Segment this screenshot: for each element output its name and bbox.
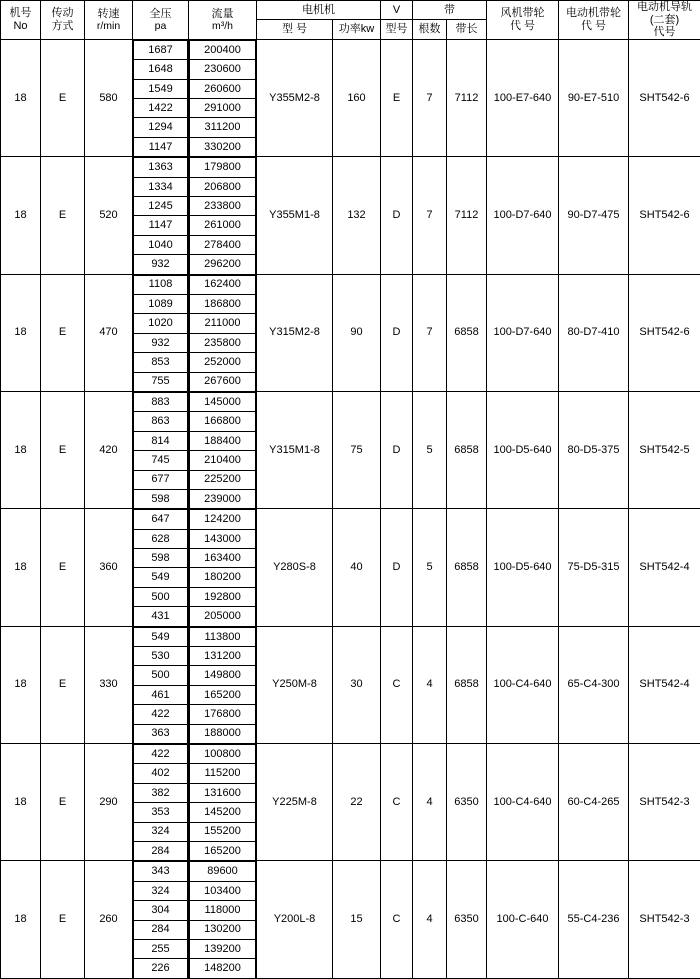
cell-pressure-value: 677 <box>134 470 188 489</box>
cell-belt-length: 6858 <box>447 626 487 743</box>
cell-v-type: C <box>381 743 413 860</box>
table-header <box>1 1 700 40</box>
table-row <box>1 861 700 978</box>
cell-flow-value: 188000 <box>190 724 256 743</box>
cell-flow-value: 149800 <box>190 666 256 685</box>
cell-pressure-value: 324 <box>134 881 188 900</box>
cell-motor-rail: SHT542-4 <box>629 509 700 626</box>
cell-flow-value: 139200 <box>190 939 256 958</box>
cell-belt-length: 7112 <box>447 157 487 274</box>
cell-motor-power: 22 <box>333 743 381 860</box>
cell-belt-count: 7 <box>413 274 447 391</box>
cell-pressure-value: 363 <box>134 724 188 743</box>
cell-fan-pulley: 100-C-640 <box>487 861 559 978</box>
cell-drive-mode: E <box>41 391 85 508</box>
cell-flow-value: 225200 <box>190 470 256 489</box>
cell-flow-value: 188400 <box>190 431 256 450</box>
cell-flow-list <box>189 861 257 978</box>
cell-fan-pulley: 100-D5-640 <box>487 509 559 626</box>
cell-pressure-value: 932 <box>134 333 188 352</box>
header-rail-line3: 代号 <box>629 26 700 39</box>
cell-motor-pulley: 90-E7-510 <box>559 39 629 156</box>
cell-speed: 260 <box>85 861 133 978</box>
table-row <box>1 39 700 156</box>
cell-flow-value: 103400 <box>190 881 256 900</box>
cell-pressure-value: 284 <box>134 920 188 939</box>
cell-flow-value: 166800 <box>190 412 256 431</box>
cell-pressure-value: 814 <box>134 431 188 450</box>
header-fan-pulley-bottom: 代 号 <box>487 20 558 33</box>
cell-drive-mode: E <box>41 626 85 743</box>
cell-pressure-list <box>133 626 189 743</box>
cell-v-type: E <box>381 39 413 156</box>
cell-fan-pulley: 100-D7-640 <box>487 274 559 391</box>
cell-belt-count: 7 <box>413 157 447 274</box>
table-row <box>1 509 700 626</box>
cell-v-type: C <box>381 861 413 978</box>
header-machine-no <box>1 1 41 40</box>
cell-motor-pulley: 80-D5-375 <box>559 391 629 508</box>
cell-flow-value: 124200 <box>190 510 256 529</box>
cell-drive-mode: E <box>41 39 85 156</box>
cell-pressure-value: 598 <box>134 489 188 508</box>
header-v-group: V <box>381 1 413 20</box>
cell-machine-no: 18 <box>1 157 41 274</box>
cell-flow-value: 163400 <box>190 549 256 568</box>
cell-fan-pulley: 100-C4-640 <box>487 743 559 860</box>
cell-pressure-list <box>133 274 189 391</box>
table-row <box>1 743 700 860</box>
header-fan-pulley-top: 风机带轮 <box>487 7 558 20</box>
cell-speed: 420 <box>85 391 133 508</box>
cell-fan-pulley: 100-D7-640 <box>487 157 559 274</box>
cell-flow-value: 113800 <box>190 627 256 646</box>
header-pressure-unit: pa <box>133 20 188 32</box>
header-pressure-top: 全压 <box>133 8 188 21</box>
cell-flow-value: 192800 <box>190 587 256 606</box>
cell-speed: 360 <box>85 509 133 626</box>
cell-flow-value: 148200 <box>190 959 256 978</box>
cell-motor-model: Y355M1-8 <box>257 157 333 274</box>
cell-belt-length: 6350 <box>447 743 487 860</box>
cell-motor-rail: SHT542-3 <box>629 743 700 860</box>
cell-pressure-list <box>133 157 189 274</box>
cell-pressure-value: 745 <box>134 451 188 470</box>
cell-motor-rail: SHT542-4 <box>629 626 700 743</box>
cell-flow-value: 230600 <box>190 60 256 79</box>
cell-flow-value: 143000 <box>190 529 256 548</box>
cell-pressure-value: 422 <box>134 705 188 724</box>
cell-flow-value: 130200 <box>190 920 256 939</box>
cell-flow-value: 165200 <box>190 841 256 860</box>
cell-pressure-value: 932 <box>134 255 188 274</box>
header-motor-rail <box>629 1 700 40</box>
cell-machine-no: 18 <box>1 391 41 508</box>
cell-pressure-value: 530 <box>134 647 188 666</box>
cell-flow-value: 100800 <box>190 744 256 763</box>
cell-motor-pulley: 55-C4-236 <box>559 861 629 978</box>
cell-flow-list <box>189 626 257 743</box>
cell-pressure-value: 598 <box>134 549 188 568</box>
cell-motor-power: 40 <box>333 509 381 626</box>
cell-pressure-list <box>133 861 189 978</box>
cell-flow-value: 165200 <box>190 685 256 704</box>
cell-pressure-value: 461 <box>134 685 188 704</box>
cell-pressure-value: 304 <box>134 901 188 920</box>
table-row <box>1 157 700 274</box>
header-fan-pulley <box>487 1 559 40</box>
cell-pressure-value: 1089 <box>134 295 188 314</box>
cell-pressure-value: 284 <box>134 841 188 860</box>
table-row <box>1 626 700 743</box>
header-motor-model: 型 号 <box>257 20 333 39</box>
cell-belt-length: 6350 <box>447 861 487 978</box>
cell-belt-count: 4 <box>413 626 447 743</box>
header-rail-line1: 电动机导轨 <box>629 1 700 14</box>
cell-motor-rail: SHT542-3 <box>629 861 700 978</box>
cell-pressure-value: 1687 <box>134 40 188 59</box>
header-belt-count: 根数 <box>413 20 447 39</box>
cell-flow-value: 186800 <box>190 295 256 314</box>
cell-flow-value: 131200 <box>190 647 256 666</box>
cell-motor-model: Y280S-8 <box>257 509 333 626</box>
table-body <box>1 39 700 978</box>
cell-pressure-value: 324 <box>134 822 188 841</box>
cell-v-type: C <box>381 626 413 743</box>
cell-motor-power: 30 <box>333 626 381 743</box>
cell-machine-no: 18 <box>1 626 41 743</box>
table-row <box>1 274 700 391</box>
cell-speed: 520 <box>85 157 133 274</box>
cell-belt-length: 6858 <box>447 509 487 626</box>
header-speed-top: 转速 <box>85 8 132 21</box>
cell-motor-rail: SHT542-6 <box>629 157 700 274</box>
cell-belt-length: 7112 <box>447 39 487 156</box>
cell-flow-value: 155200 <box>190 822 256 841</box>
cell-speed: 580 <box>85 39 133 156</box>
cell-flow-list <box>189 743 257 860</box>
cell-motor-model: Y200L-8 <box>257 861 333 978</box>
cell-motor-model: Y315M1-8 <box>257 391 333 508</box>
cell-flow-value: 118000 <box>190 901 256 920</box>
cell-pressure-value: 431 <box>134 607 188 626</box>
cell-pressure-value: 1294 <box>134 118 188 137</box>
cell-fan-pulley: 100-C4-640 <box>487 626 559 743</box>
cell-flow-value: 145200 <box>190 803 256 822</box>
cell-flow-value: 330200 <box>190 137 256 156</box>
cell-pressure-value: 863 <box>134 412 188 431</box>
cell-motor-rail: SHT542-6 <box>629 39 700 156</box>
header-v-type: 型号 <box>381 20 413 39</box>
cell-pressure-value: 883 <box>134 392 188 411</box>
cell-belt-count: 5 <box>413 509 447 626</box>
cell-flow-list <box>189 391 257 508</box>
cell-motor-model: Y225M-8 <box>257 743 333 860</box>
cell-flow-value: 261000 <box>190 216 256 235</box>
cell-flow-list <box>189 274 257 391</box>
cell-flow-value: 211000 <box>190 314 256 333</box>
cell-pressure-list <box>133 39 189 156</box>
header-motor-pulley-bottom: 代 号 <box>559 20 628 33</box>
cell-speed: 290 <box>85 743 133 860</box>
header-drive-bottom: 方式 <box>41 20 84 33</box>
cell-motor-power: 132 <box>333 157 381 274</box>
header-flow <box>189 1 257 40</box>
cell-pressure-value: 500 <box>134 666 188 685</box>
cell-pressure-value: 1648 <box>134 60 188 79</box>
cell-flow-value: 131600 <box>190 783 256 802</box>
cell-motor-model: Y355M2-8 <box>257 39 333 156</box>
header-flow-top: 流量 <box>189 8 256 21</box>
header-belt-length: 带长 <box>447 20 487 39</box>
header-drive-mode <box>41 1 85 40</box>
cell-belt-count: 7 <box>413 39 447 156</box>
cell-drive-mode: E <box>41 861 85 978</box>
header-motor-pulley-top: 电动机带轮 <box>559 7 628 20</box>
cell-belt-count: 4 <box>413 743 447 860</box>
header-flow-unit: m³/h <box>189 20 256 32</box>
cell-pressure-list <box>133 743 189 860</box>
cell-belt-count: 5 <box>413 391 447 508</box>
cell-flow-value: 252000 <box>190 353 256 372</box>
cell-motor-power: 75 <box>333 391 381 508</box>
header-motor-group: 电机机 <box>257 1 381 20</box>
cell-machine-no: 18 <box>1 39 41 156</box>
cell-v-type: D <box>381 274 413 391</box>
cell-flow-list <box>189 39 257 156</box>
cell-pressure-value: 1549 <box>134 79 188 98</box>
cell-flow-value: 296200 <box>190 255 256 274</box>
header-drive-top: 传动 <box>41 7 84 20</box>
cell-flow-value: 267600 <box>190 372 256 391</box>
cell-machine-no: 18 <box>1 509 41 626</box>
cell-pressure-value: 647 <box>134 510 188 529</box>
cell-motor-pulley: 65-C4-300 <box>559 626 629 743</box>
header-speed-unit: r/min <box>85 20 132 32</box>
cell-flow-value: 89600 <box>190 862 256 881</box>
cell-flow-value: 200400 <box>190 40 256 59</box>
cell-motor-pulley: 80-D7-410 <box>559 274 629 391</box>
cell-pressure-list <box>133 391 189 508</box>
header-motor-power: 功率kw <box>333 20 381 39</box>
cell-pressure-value: 402 <box>134 764 188 783</box>
cell-belt-count: 4 <box>413 861 447 978</box>
cell-pressure-value: 382 <box>134 783 188 802</box>
header-belt-group: 带 <box>413 1 487 20</box>
cell-flow-value: 239000 <box>190 489 256 508</box>
cell-speed: 330 <box>85 626 133 743</box>
cell-flow-value: 260600 <box>190 79 256 98</box>
cell-flow-value: 291000 <box>190 99 256 118</box>
cell-pressure-value: 853 <box>134 353 188 372</box>
cell-v-type: D <box>381 509 413 626</box>
cell-flow-value: 210400 <box>190 451 256 470</box>
cell-fan-pulley: 100-D5-640 <box>487 391 559 508</box>
cell-flow-value: 179800 <box>190 158 256 177</box>
cell-pressure-value: 1334 <box>134 177 188 196</box>
cell-flow-value: 235800 <box>190 333 256 352</box>
cell-motor-pulley: 90-D7-475 <box>559 157 629 274</box>
cell-pressure-value: 628 <box>134 529 188 548</box>
cell-pressure-value: 226 <box>134 959 188 978</box>
cell-flow-value: 176800 <box>190 705 256 724</box>
cell-motor-pulley: 75-D5-315 <box>559 509 629 626</box>
cell-motor-pulley: 60-C4-265 <box>559 743 629 860</box>
cell-belt-length: 6858 <box>447 391 487 508</box>
header-row-1 <box>1 1 700 20</box>
cell-flow-value: 233800 <box>190 197 256 216</box>
cell-v-type: D <box>381 391 413 508</box>
cell-motor-power: 90 <box>333 274 381 391</box>
cell-flow-value: 206800 <box>190 177 256 196</box>
cell-flow-list <box>189 509 257 626</box>
cell-motor-model: Y315M2-8 <box>257 274 333 391</box>
cell-pressure-value: 422 <box>134 744 188 763</box>
cell-pressure-value: 1363 <box>134 158 188 177</box>
cell-pressure-value: 500 <box>134 587 188 606</box>
cell-motor-rail: SHT542-6 <box>629 274 700 391</box>
cell-flow-value: 145000 <box>190 392 256 411</box>
cell-motor-rail: SHT542-5 <box>629 391 700 508</box>
header-motor-pulley <box>559 1 629 40</box>
cell-flow-value: 115200 <box>190 764 256 783</box>
cell-drive-mode: E <box>41 157 85 274</box>
cell-v-type: D <box>381 157 413 274</box>
cell-pressure-value: 1040 <box>134 235 188 254</box>
cell-fan-pulley: 100-E7-640 <box>487 39 559 156</box>
cell-pressure-value: 1245 <box>134 197 188 216</box>
cell-motor-power: 160 <box>333 39 381 156</box>
cell-drive-mode: E <box>41 509 85 626</box>
cell-machine-no: 18 <box>1 274 41 391</box>
cell-flow-value: 180200 <box>190 568 256 587</box>
cell-pressure-value: 255 <box>134 939 188 958</box>
cell-belt-length: 6858 <box>447 274 487 391</box>
header-speed <box>85 1 133 40</box>
cell-drive-mode: E <box>41 743 85 860</box>
cell-flow-list <box>189 157 257 274</box>
header-rail-line2: (二套) <box>629 14 700 27</box>
header-machine-no-top: 机号 <box>1 7 40 20</box>
cell-flow-value: 162400 <box>190 275 256 294</box>
cell-pressure-value: 1147 <box>134 137 188 156</box>
cell-pressure-value: 353 <box>134 803 188 822</box>
cell-speed: 470 <box>85 274 133 391</box>
cell-machine-no: 18 <box>1 743 41 860</box>
cell-pressure-value: 1422 <box>134 99 188 118</box>
cell-pressure-value: 1020 <box>134 314 188 333</box>
cell-pressure-value: 1147 <box>134 216 188 235</box>
cell-machine-no: 18 <box>1 861 41 978</box>
cell-flow-value: 311200 <box>190 118 256 137</box>
cell-motor-model: Y250M-8 <box>257 626 333 743</box>
cell-pressure-value: 755 <box>134 372 188 391</box>
cell-pressure-value: 549 <box>134 568 188 587</box>
cell-motor-power: 15 <box>333 861 381 978</box>
cell-drive-mode: E <box>41 274 85 391</box>
cell-pressure-value: 549 <box>134 627 188 646</box>
header-machine-no-bottom: No <box>1 20 40 33</box>
cell-flow-value: 278400 <box>190 235 256 254</box>
cell-flow-value: 205000 <box>190 607 256 626</box>
cell-pressure-value: 1108 <box>134 275 188 294</box>
table-row <box>1 391 700 508</box>
header-total-pressure <box>133 1 189 40</box>
cell-pressure-list <box>133 509 189 626</box>
cell-pressure-value: 343 <box>134 862 188 881</box>
